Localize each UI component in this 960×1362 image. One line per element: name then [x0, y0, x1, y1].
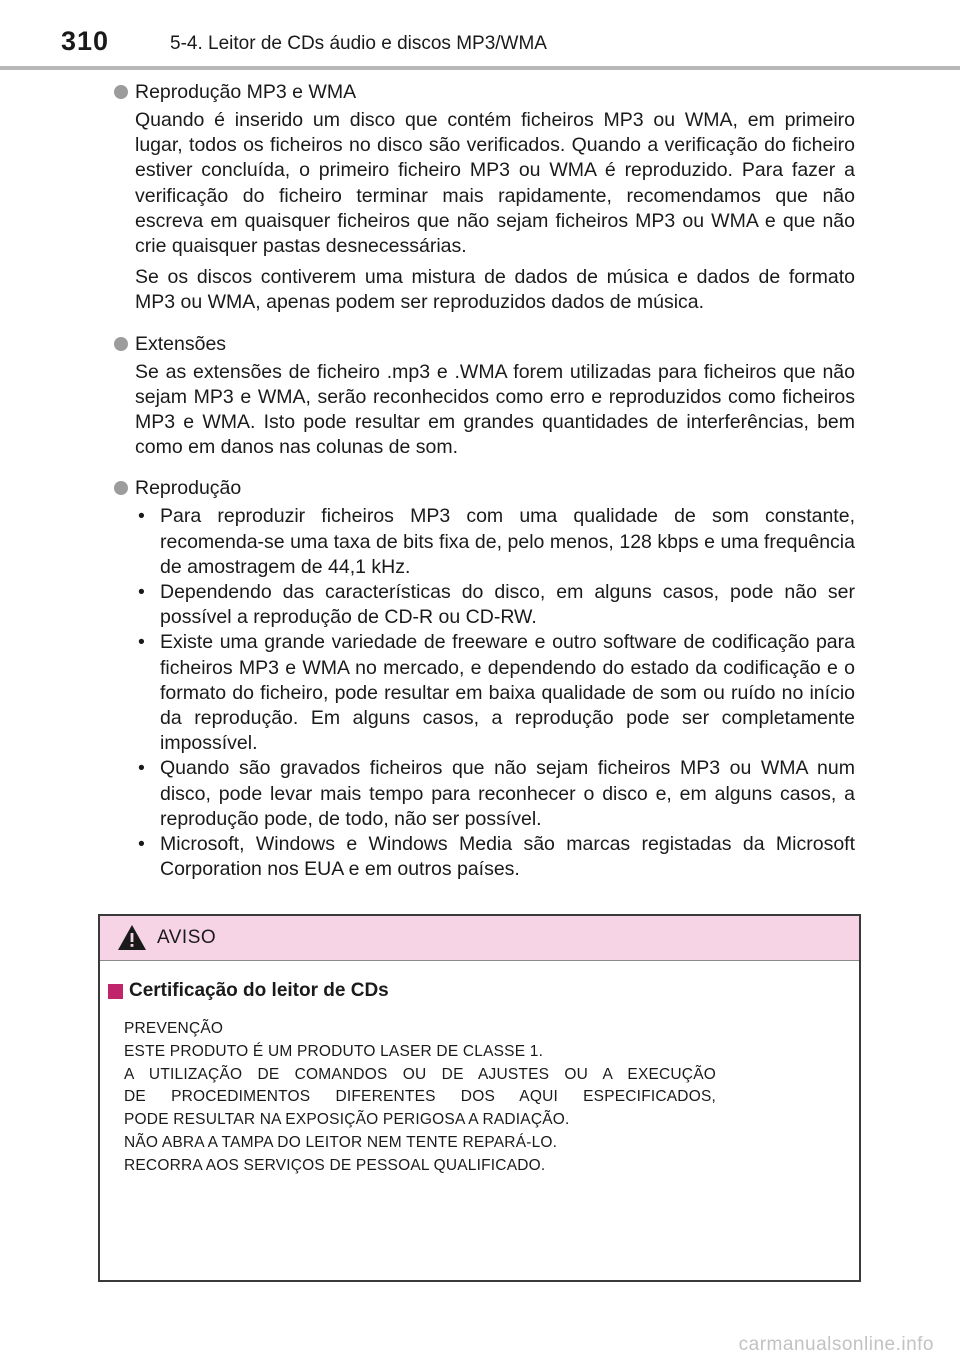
list-item [138, 630, 855, 756]
notice-line: DE PROCEDIMENTOS DIFERENTES DOS AQUI ESPECIFICADOS, [124, 1088, 716, 1106]
list-bullet: • [138, 631, 145, 654]
list-bullet: • [138, 833, 145, 856]
round-bullet-icon [114, 85, 128, 99]
list-bullet: • [138, 757, 145, 780]
warning-label: AVISO [157, 927, 217, 948]
warning-triangle-icon [117, 924, 147, 951]
section-heading-text: Reprodução [135, 477, 242, 500]
header-rule [0, 66, 960, 70]
laser-notice [124, 1018, 716, 1178]
bullet-list [0, 504, 960, 882]
section-title: 5-4. Leitor de CDs áudio e discos MP3/WMA [170, 33, 547, 54]
section-heading [0, 78, 960, 108]
list-item-text: Para reproduzir ficheiros MP3 com uma qualidade de som constante, recomenda-se uma taxa de bits fixa de, pelo menos, 128 kbps e uma frequência de amostragem de 44,1 kHz. [160, 505, 855, 578]
paragraph: Se os discos contiverem uma mistura de dados de música e dados de formato MP3 ou WMA, apenas podem ser reproduzidos dados de música. [135, 266, 855, 314]
section-heading [0, 330, 960, 360]
round-bullet-icon [114, 337, 128, 351]
watermark: carmanualsonline.info [738, 1334, 934, 1355]
list-item [138, 504, 855, 580]
warning-subheading [100, 980, 860, 1006]
notice-line: ESTE PRODUTO É UM PRODUTO LASER DE CLASSE 1. [124, 1042, 544, 1060]
list-item [138, 580, 855, 630]
section-heading-text: Extensões [135, 332, 227, 355]
page-header [0, 0, 960, 62]
notice-line: PODE RESULTAR NA EXPOSIÇÃO PERIGOSA A RADIAÇÃO. [124, 1111, 570, 1129]
notice-line: PREVENÇÃO [124, 1020, 224, 1037]
notice-line: A UTILIZAÇÃO DE COMANDOS OU DE AJUSTES OU A EXECUÇÃO [124, 1065, 716, 1083]
round-bullet-icon [114, 481, 128, 495]
paragraph: Se as extensões de ficheiro .mp3 e .WMA forem utilizadas para ficheiros que não sejam MP3 e WMA, serão reconhecidos como erro e reproduzidos como ficheiros MP3 e WMA. Isto pode resultar em grandes quantidades de interferências, bem como em danos nas colunas de som. [135, 360, 855, 459]
square-bullet-icon [108, 984, 123, 999]
content [0, 78, 960, 882]
list-item-text: Quando são gravados ficheiros que não sejam ficheiros MP3 ou WMA num disco, pode levar mais tempo para reconhecer o disco e, em alguns casos, a reprodução pode, de todo, não ser possível. [160, 757, 855, 830]
section-heading-text: Reprodução MP3 e WMA [135, 81, 357, 103]
notice-line: RECORRA AOS SERVIÇOS DE PESSOAL QUALIFICADO. [124, 1156, 546, 1174]
notice-line: NÃO ABRA A TAMPA DO LEITOR NEM TENTE REPARÁ-LO. [124, 1133, 558, 1151]
page-number: 310 [61, 26, 110, 56]
list-item-text: Microsoft, Windows e Windows Media são marcas registadas da Microsoft Corporation nos EUA e em outros países. [160, 833, 855, 881]
warning-subheading-text: Certificação do leitor de CDs [129, 980, 389, 1001]
list-item-text: Existe uma grande variedade de freeware e outro software de codificação para ficheiros MP3 e WMA no mercado, e dependendo do estado da codificação e o formato do ficheiro, pode resultar em baixa qualidade de som ou ruído no início da reprodução. Em alguns casos, a reprodução pode ser completamente impossível. [160, 631, 855, 755]
list-item [138, 756, 855, 832]
section-heading [0, 474, 960, 504]
list-item [138, 832, 855, 882]
warning-header [100, 916, 859, 961]
list-bullet: • [138, 505, 145, 528]
warning-box [98, 914, 861, 1282]
paragraph: Quando é inserido um disco que contém ficheiros MP3 ou WMA, em primeiro lugar, todos os ficheiros no disco são verificados. Quando a verificação do ficheiro estiver concluída, o primeiro ficheiro MP3 ou WMA é reproduzido. Para fazer a verificação do ficheiro terminar mais rapidamente, recomendamos que não escreva em quaisquer ficheiros que não sejam ficheiros MP3 ou WMA e que não crie quaisquer pastas desnecessárias. [135, 109, 855, 258]
list-item-text: Dependendo das características do disco, em alguns casos, pode não ser possível a reprodução de CD-R ou CD-RW. [160, 581, 855, 629]
list-bullet: • [138, 581, 145, 604]
